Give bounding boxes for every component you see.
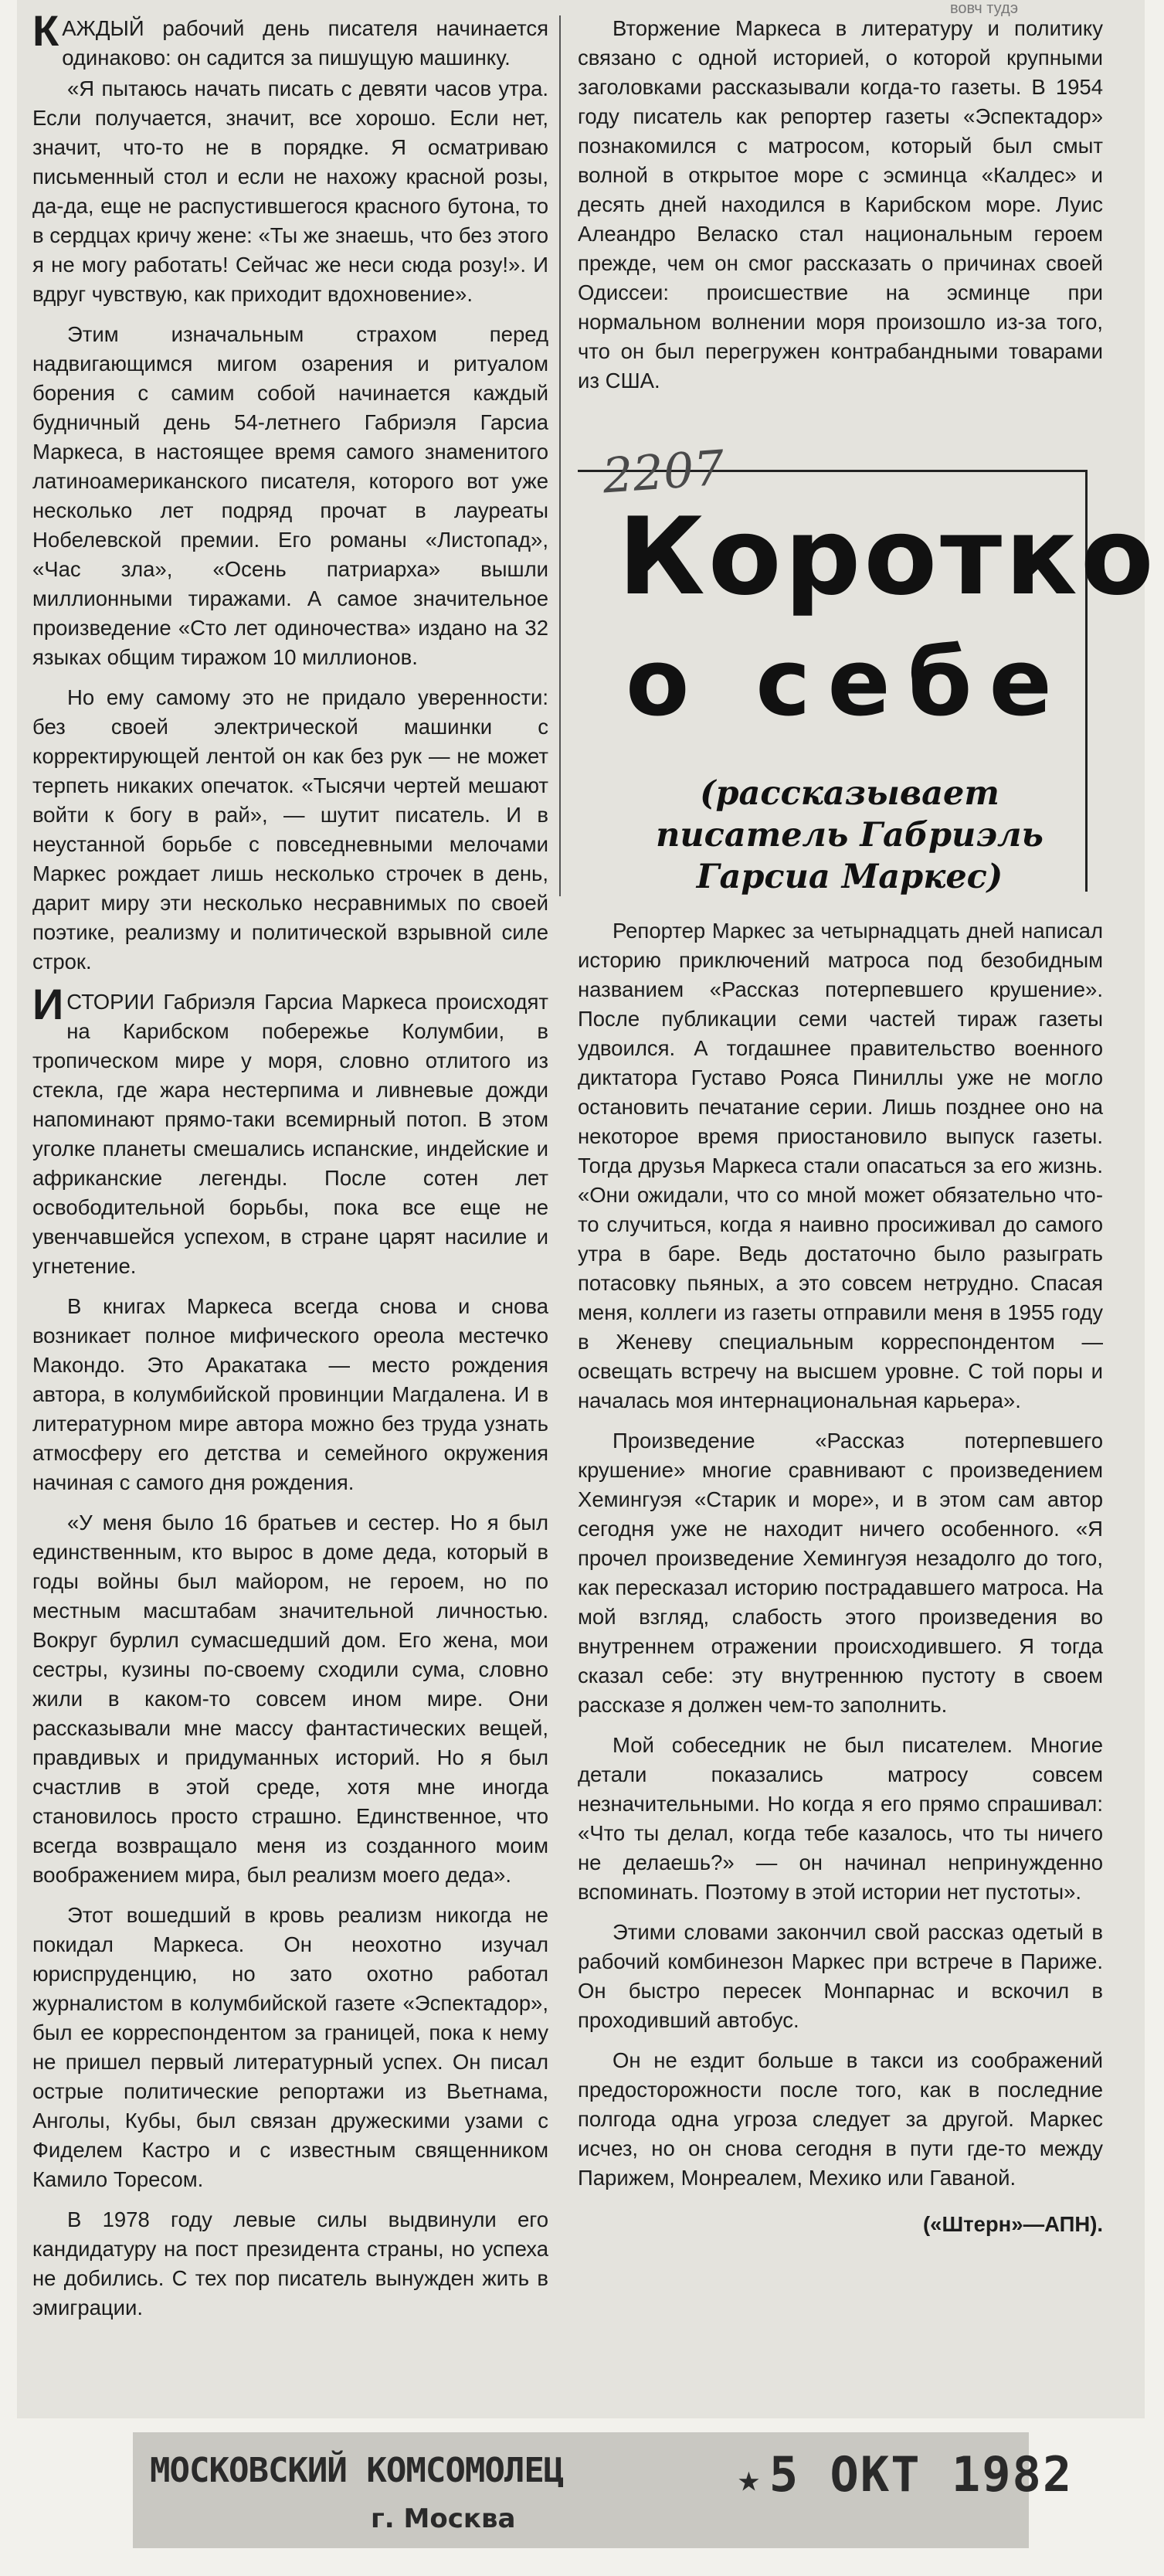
stamp-newspaper-name: МОСКОВСКИЙ КОМСОМОЛЕЦ [150, 2451, 564, 2490]
stamp-date-group [738, 2446, 1073, 2503]
paragraph: Мой собеседник не был писателем. Многие детали показались матросу совсем незначительными. Но когда я его прямо спрашивал: «Что ты делал, когда тебе казалось, что ты ничего не делаешь?» — он начинал непринужденно вспоминать. Поэтому в этой истории нет пустоты». [578, 1733, 1103, 1904]
subheadline: (рассказывает писатель Габриэль Гарсиа Маркес) [656, 774, 1044, 896]
paragraph: Репортер Маркес за четырнадцать дней написал историю приключений матроса под безобидным названием «Рассказ потерпевшего крушение». После публикации семи частей тираж газеты удвоился. А тогдашнее правительство военного диктатора Густаво Рояса Пиниллы уже не могло остановить печатание серии. Лишь позднее оно на некоторое время приостановило выпуск газеты. Тогда друзья Маркеса стали опасаться за его жизнь. «Они ожидали, что со мной может обязательно что-то случиться, когда я наивно просиживал до самого утра в баре. Ведь достаточно было разыграть потасовку пьяных, а это совсем нетрудно. Спасая меня, коллеги из газеты отправили меня в 1955 году в Женеву специальным корреспондентом — освещать встречу на высшем уровне. С той поры и началась моя интернациональная карьера». [578, 919, 1103, 1412]
paragraph: Этот вошедший в кровь реализм никогда не покидал Маркеса. Он неохотно изучал юриспруденцию, но зато охотно работал журналистом в колумбийской газете «Эспектадор», был ее корреспондентом за границей, пока к нему не пришел первый литературный успех. Он писал острые политические репортажи из Вьетнама, Анголы, Кубы, был связан дружескими узами с Фиделем Кастро и с известным священником Камило Торесом. [32, 1903, 548, 2191]
right-column-bottom [578, 916, 1103, 2239]
drop-cap: И [32, 980, 64, 1028]
paragraph: «У меня было 16 братьев и сестер. Но я был единственным, кто вырос в доме деда, который в годы войны был майором, не героем, но по местным масштабам значительной личностью. Вокруг бурлил сумасшедший дом. Его жена, мои сестры, кузины по-своему сходили сума, словно жили в каком-то совсем ином мире. Они рассказывали мне массу фантастических вещей, правдивых и придуманных историй. Но я был счастлив в этой среде, хотя мне иногда становилось просто страшно. Единственное, что всегда возвращало меня из созданного моим воображением мира, был реализм моего деда». [32, 1511, 548, 1887]
paragraph: Этим изначальным страхом перед надвигающимся мигом озарения и ритуалом борения с самим собой начинается каждый будничный день 54-летнего Габриэля Гарсиа Маркеса, в настоящее время самого знаменитого латиноамериканского писателя, которого вот уже несколько лет подряд прочат в лауреаты Нобелевской премии. Его романы «Листопад», «Час зла», «Осень патриарха» вышли миллионными тиражами. А самое значительное произведение «Сто лет одиночества» издано на 32 языках общим тиражом 10 миллионов. [32, 322, 548, 669]
paragraph-text: СТОРИИ Габриэля Гарсиа Маркеса происходят на Карибском побережье Колумбии, в тропическом мире у моря, словно отлитого из стекла, где жара нестерпима и ливневые дожди напоминают прямо-таки всемирный потоп. В этом уголке планеты смешались испанские, индейские и африканские легенды. После сотен лет освободительной борьбы, пока все еще не увенчавшейся успехом, в стране царят насилие и угнетение. [32, 990, 548, 1278]
drop-cap: К [32, 6, 59, 55]
stamp-city: г. Москва [371, 2503, 516, 2534]
paragraph: Этими словами закончил свой рассказ одетый в рабочий комбинезон Маркес при встрече в Париже. Он быстро пересек Монпарнас и вскочил в проходивший автобус. [578, 1920, 1103, 2032]
paragraph-text: АЖДЫЙ рабочий день писателя начинается одинаково: он садится за пишущую машинку. [62, 16, 548, 70]
paragraph: Он не ездит больше в такси из соображений предосторожности после того, как в последние полгода одна угроза следует за другой. Маркес исчез, но он снова сегодня в пути где-то между Парижем, Монреалем, Мехико или Гаваной. [578, 2048, 1103, 2190]
stamp-date: 5 ОКТ 1982 [769, 2446, 1074, 2503]
headline-line-2: о себе [626, 630, 1069, 737]
headline-line-1: Коротко [618, 494, 1157, 619]
signature: («Штерн»—АПН). [923, 2212, 1103, 2236]
right-column-top [578, 14, 1103, 397]
paragraph [32, 6, 548, 73]
paragraph: Но ему самому это не придало уверенности: без своей электрической машинки с корректирующей лентой он как без рук — не может терпеть никаких опечаток. «Тысячи чертей мешают войти к богу в рай», — шутит писатель. И в неустанной борьбе с повседневными мелочами Маркес рождает лишь несколько строчек в день, дарит миру эти несколько несравнимых по своей поэтике, реализму и политической взрывной силе строк. [32, 685, 548, 974]
paragraph [32, 980, 548, 1281]
paragraph: «Я пытаюсь начать писать с девяти часов утра. Если получается, значит, все хорошо. Если нет, значит, что-то не в порядке. Я осматриваю письменный стол и если не нахожу красной розы, да-да, еще не распустившегося красного бутона, то в сердцах кричу жене: «Ты же знаешь, что без этого я не могу работать! Сейчас же неси сюда розу!». И вдруг чувствую, как приходит вдохновение». [32, 76, 548, 306]
column-divider [559, 15, 561, 896]
left-column [32, 6, 548, 2324]
paragraph: Вторжение Маркеса в литературу и политику связано с одной историей, о которой крупными заголовками рассказывали когда-то газеты. В 1954 году писатель как репортер газеты «Эспектадор» познакомился с матросом, который был смыт волной в открытое море с эсминца «Калдес» и десять дней находился в Карибском море. Луис Алеандро Веласко стал национальным героем прежде, чем он смог рассказать о причинах своей Одиссеи: происшествие на эсминце при нормальном волнении моря произошло из-за того, что он был перегружен контрабандными товарами из США. [578, 16, 1103, 393]
handwritten-number: 2207 [600, 439, 727, 505]
corner-fragment: вовч тудэ [950, 0, 1019, 17]
paragraph: Произведение «Рассказ потерпевшего крушение» многие сравнивают с произведением Хемингуэя «Старик и море», и в этом сам автор сегодня уже не находит ничего особенного. «Я прочел произведение Хемингуэя незадолго до того, как пересказал историю пострадавшего матроса. На мой взгляд, слабость этого произведения во внутреннем отражении происходившего. Я тогда сказал себе: эту внутреннюю пустоту в своем рассказе я должен чем-то заполнить. [578, 1429, 1103, 1717]
star-icon: ★ [738, 2457, 762, 2500]
paragraph: В книгах Маркеса всегда снова и снова возникает полное мифического ореола местечко Макондо. Это Аракатака — место рождения автора, в колумбийской провинции Магдалена. И в литературном мире автора можно без труда узнать атмосферу его детства и семейного окружения начиная с самого дня рождения. [32, 1294, 548, 1494]
paragraph: В 1978 году левые силы выдвинули его кандидатуру на пост президента страны, но успеха не добились. С тех пор писатель вынужден жить в эмиграции. [32, 2207, 548, 2319]
